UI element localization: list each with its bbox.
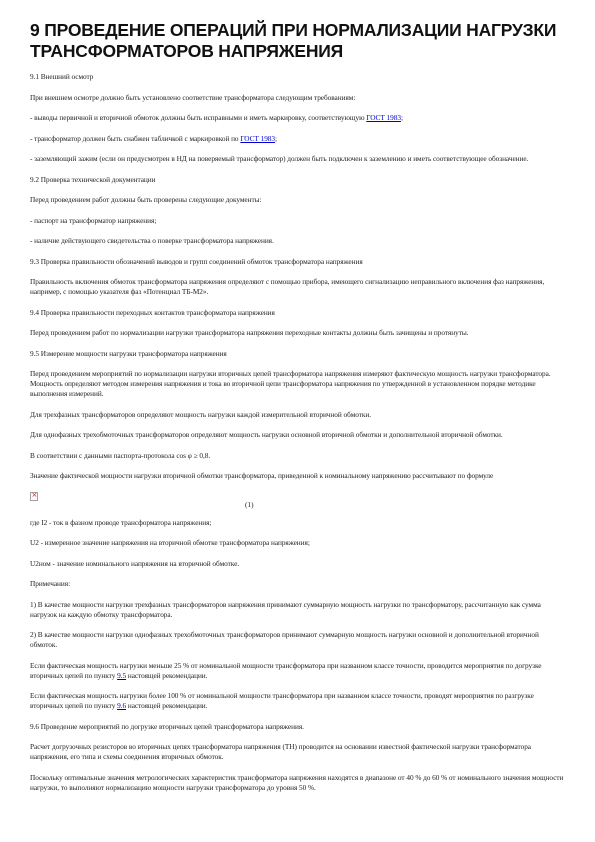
document-page [30, 20, 566, 803]
paragraph: В соответствии с данными паспорта-протокола cos φ ≥ 0,8. [30, 450, 211, 460]
broken-image-icon [30, 492, 38, 501]
paragraph-tail: настоящей рекомендации. [126, 670, 208, 680]
section-heading-9-2: 9.2 Проверка технической документации [30, 174, 156, 184]
note-item: 2) В качестве мощности нагрузки однофазных трехобмоточных трансформаторов принимают суммарную мощность нагрузки основной и дополнительной вторичной обмоток. [30, 630, 539, 649]
section-9-6-link[interactable]: 9.6 [117, 701, 127, 710]
paragraph: Для однофазных трехобмоточных трансформаторов определяют мощность нагрузки основной вторичной обмотки и дополнительной вторичной обмотки. [30, 430, 503, 439]
paragraph: Перед проведением мероприятий по нормализации нагрузки вторичных цепей трансформатора напряжения измеряют фактическую мощность нагрузки трансформатора. Мощность определяют методом измерения напряжения и тока во вторичной цепи трансформатора напряжения по утвержденной в установленном порядке методике выполнения измерений. [30, 369, 551, 398]
list-item: - наличие действующего свидетельства о поверке трансформатора напряжения. [30, 236, 274, 245]
section-heading-9-5: 9.5 Измерение мощности нагрузки трансформатора напряжения [30, 348, 227, 358]
paragraph: Расчет догрузочных резисторов во вторичных цепях трансформатора напряжения (ТН) проводится на основании известной фактической нагрузки трансформатора напряжения, его типа и схемы соединения вторичных обмоток. [30, 742, 531, 761]
definition: U2 - измеренное значение напряжения на вторичной обмотке трансформатора напряжения; [30, 538, 310, 547]
paragraph [30, 691, 566, 711]
note-item: 1) В качестве мощности нагрузки трехфазных трансформаторов напряжения принимают суммарную мощность нагрузки по трансформатору, рассчитанную как сумма нагрузок на каждую обмотку трансформатора. [30, 599, 541, 619]
notes-heading: Примечания: [30, 579, 71, 588]
formula-row [30, 492, 566, 514]
paragraph-tail: настоящей рекомендации. [126, 701, 208, 710]
paragraph: При внешнем осмотре должно быть установлено соответствие трансформатора следующим требованиям: [30, 92, 356, 102]
paragraph: Значение фактической мощности нагрузки вторичной обмотки трансформатора, приведенной к номинальному напряжению рассчитывают по формуле [30, 471, 494, 480]
list-item [30, 113, 566, 123]
list-item-text: - выводы первичной и вторичной обмоток должны быть исправными и иметь маркировку, соответствующую [30, 113, 367, 122]
list-item: - паспорт на трансформатор напряжения; [30, 215, 157, 225]
list-item [30, 134, 566, 144]
gost-1983-link[interactable]: ГОСТ 1983 [240, 133, 276, 143]
paragraph-text: Если фактическая мощность нагрузки меньше 25 % от номинальной мощности трансформатора при названном классе точности, проводится мероприятия по догрузке вторичных цепей по пункту [30, 660, 542, 680]
definition: где I2 - ток в фазном проводе трансформатора напряжения; [30, 517, 212, 527]
section-heading-9-4: 9.4 Проверка правильности переходных контактов трансформатора напряжения [30, 307, 275, 317]
list-item-tail: ; [400, 113, 403, 122]
formula-number: (1) [245, 499, 254, 509]
paragraph: Правильность включения обмоток трансформатора напряжения определяют с помощью прибора, имеющего сигнализацию неправильного включения фаз напряжения, например, с помощью указателя фаз «Потенциал ТБ-М2». [30, 277, 545, 296]
list-item-text: - трансформатор должен быть снабжен табличкой с маркировкой по [30, 133, 241, 143]
paragraph: Для трехфазных трансформаторов определяют мощность нагрузки каждой измерительной вторичной обмотки. [30, 409, 372, 419]
definition: U2ном - значение номинального напряжения на вторичной обмотке. [30, 558, 240, 568]
paragraph-text: Если фактическая мощность нагрузки более 100 % от номинальной мощности трансформатора при названном классе точности, проводят мероприятия по разгрузке вторичных цепей по пункту [30, 691, 534, 710]
section-heading-9-1: 9.1 Внешний осмотр [30, 72, 94, 81]
page-title: 9 ПРОВЕДЕНИЕ ОПЕРАЦИЙ ПРИ НОРМАЛИЗАЦИИ НАГРУЗКИ ТРАНСФОРМАТОРОВ НАПРЯЖЕНИЯ [30, 20, 557, 61]
paragraph: Перед проведением работ должны быть проверены следующие документы: [30, 195, 262, 204]
section-9-5-link[interactable]: 9.5 [117, 670, 127, 680]
paragraph [30, 661, 566, 681]
section-heading-9-6: 9.6 Проведение мероприятий по догрузке вторичных цепей трансформатора напряжения. [30, 721, 304, 731]
section-heading-9-3: 9.3 Проверка правильности обозначений выводов и групп соединений обмоток трансформатора напряжения [30, 256, 363, 266]
list-item: - заземляющий зажим (если он предусмотрен в НД на поверяемый трансформатор) должен быть подключен к заземлению и иметь соответствующее обозначение. [30, 154, 529, 163]
list-item-tail: ; [275, 133, 277, 143]
gost-1983-link[interactable]: ГОСТ 1983 [366, 113, 401, 122]
paragraph: Перед проведением работ по нормализации нагрузки трансформатора напряжения переходные контакты должны быть зачищены и протянуты. [30, 328, 469, 337]
paragraph: Поскольку оптимальные значения метрологических характеристик трансформатора напряжения находятся в диапазоне от 40 % до 60 % от номинального значения мощности нагрузки, то выполняют нормализацию мощности нагрузки трансформатора до уровня 50 %. [30, 772, 564, 792]
